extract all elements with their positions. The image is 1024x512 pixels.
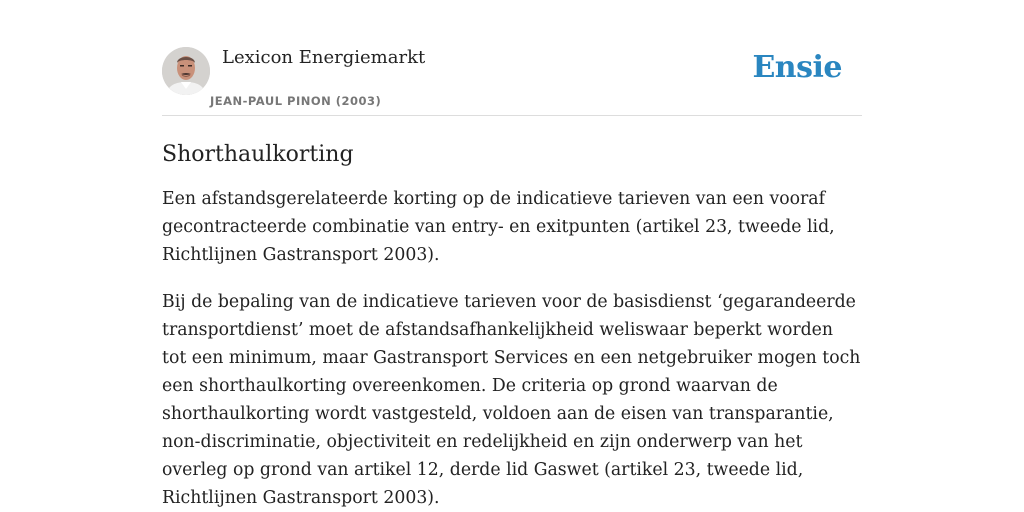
author-portrait-icon: [162, 47, 210, 95]
author-avatar[interactable]: [162, 47, 210, 95]
definition-paragraph: Een afstandsgerelateerde korting op de indicatieve tarieven van een vooraf gecontracteerde combinatie van entry- en exitpunten (artikel 23, tweede lid, Richtlijnen Gastransport 2003).: [162, 189, 835, 265]
header: [162, 40, 862, 116]
book-title[interactable]: Lexicon Energiemarkt: [222, 47, 426, 68]
brand-logo[interactable]: Ensie: [752, 50, 842, 85]
author-name[interactable]: JEAN-PAUL PINON (2003): [210, 94, 382, 108]
explanation-paragraph: Bij de bepaling van de indicatieve tarieven voor de basisdienst ‘gegarandeerde transportdienst’ moet de afstandsafhankelijkheid weliswaar beperkt worden tot een minimum, maar Gastransport Services en een netgebruiker mogen toch een shorthaulkorting overeenkomen. De criteria op grond waarvan de shorthaulkorting wordt vastgesteld, voldoen aan de eisen van transparantie, non-discriminatie, objectiviteit en redelijkheid en zijn onderwerp van het overleg op grond van artikel 12, derde lid Gaswet (artikel 23, tweede lid, Richtlijnen Gastransport 2003).: [162, 292, 861, 508]
entry-term: Shorthaulkorting: [162, 142, 354, 167]
entry-card: [162, 40, 862, 512]
